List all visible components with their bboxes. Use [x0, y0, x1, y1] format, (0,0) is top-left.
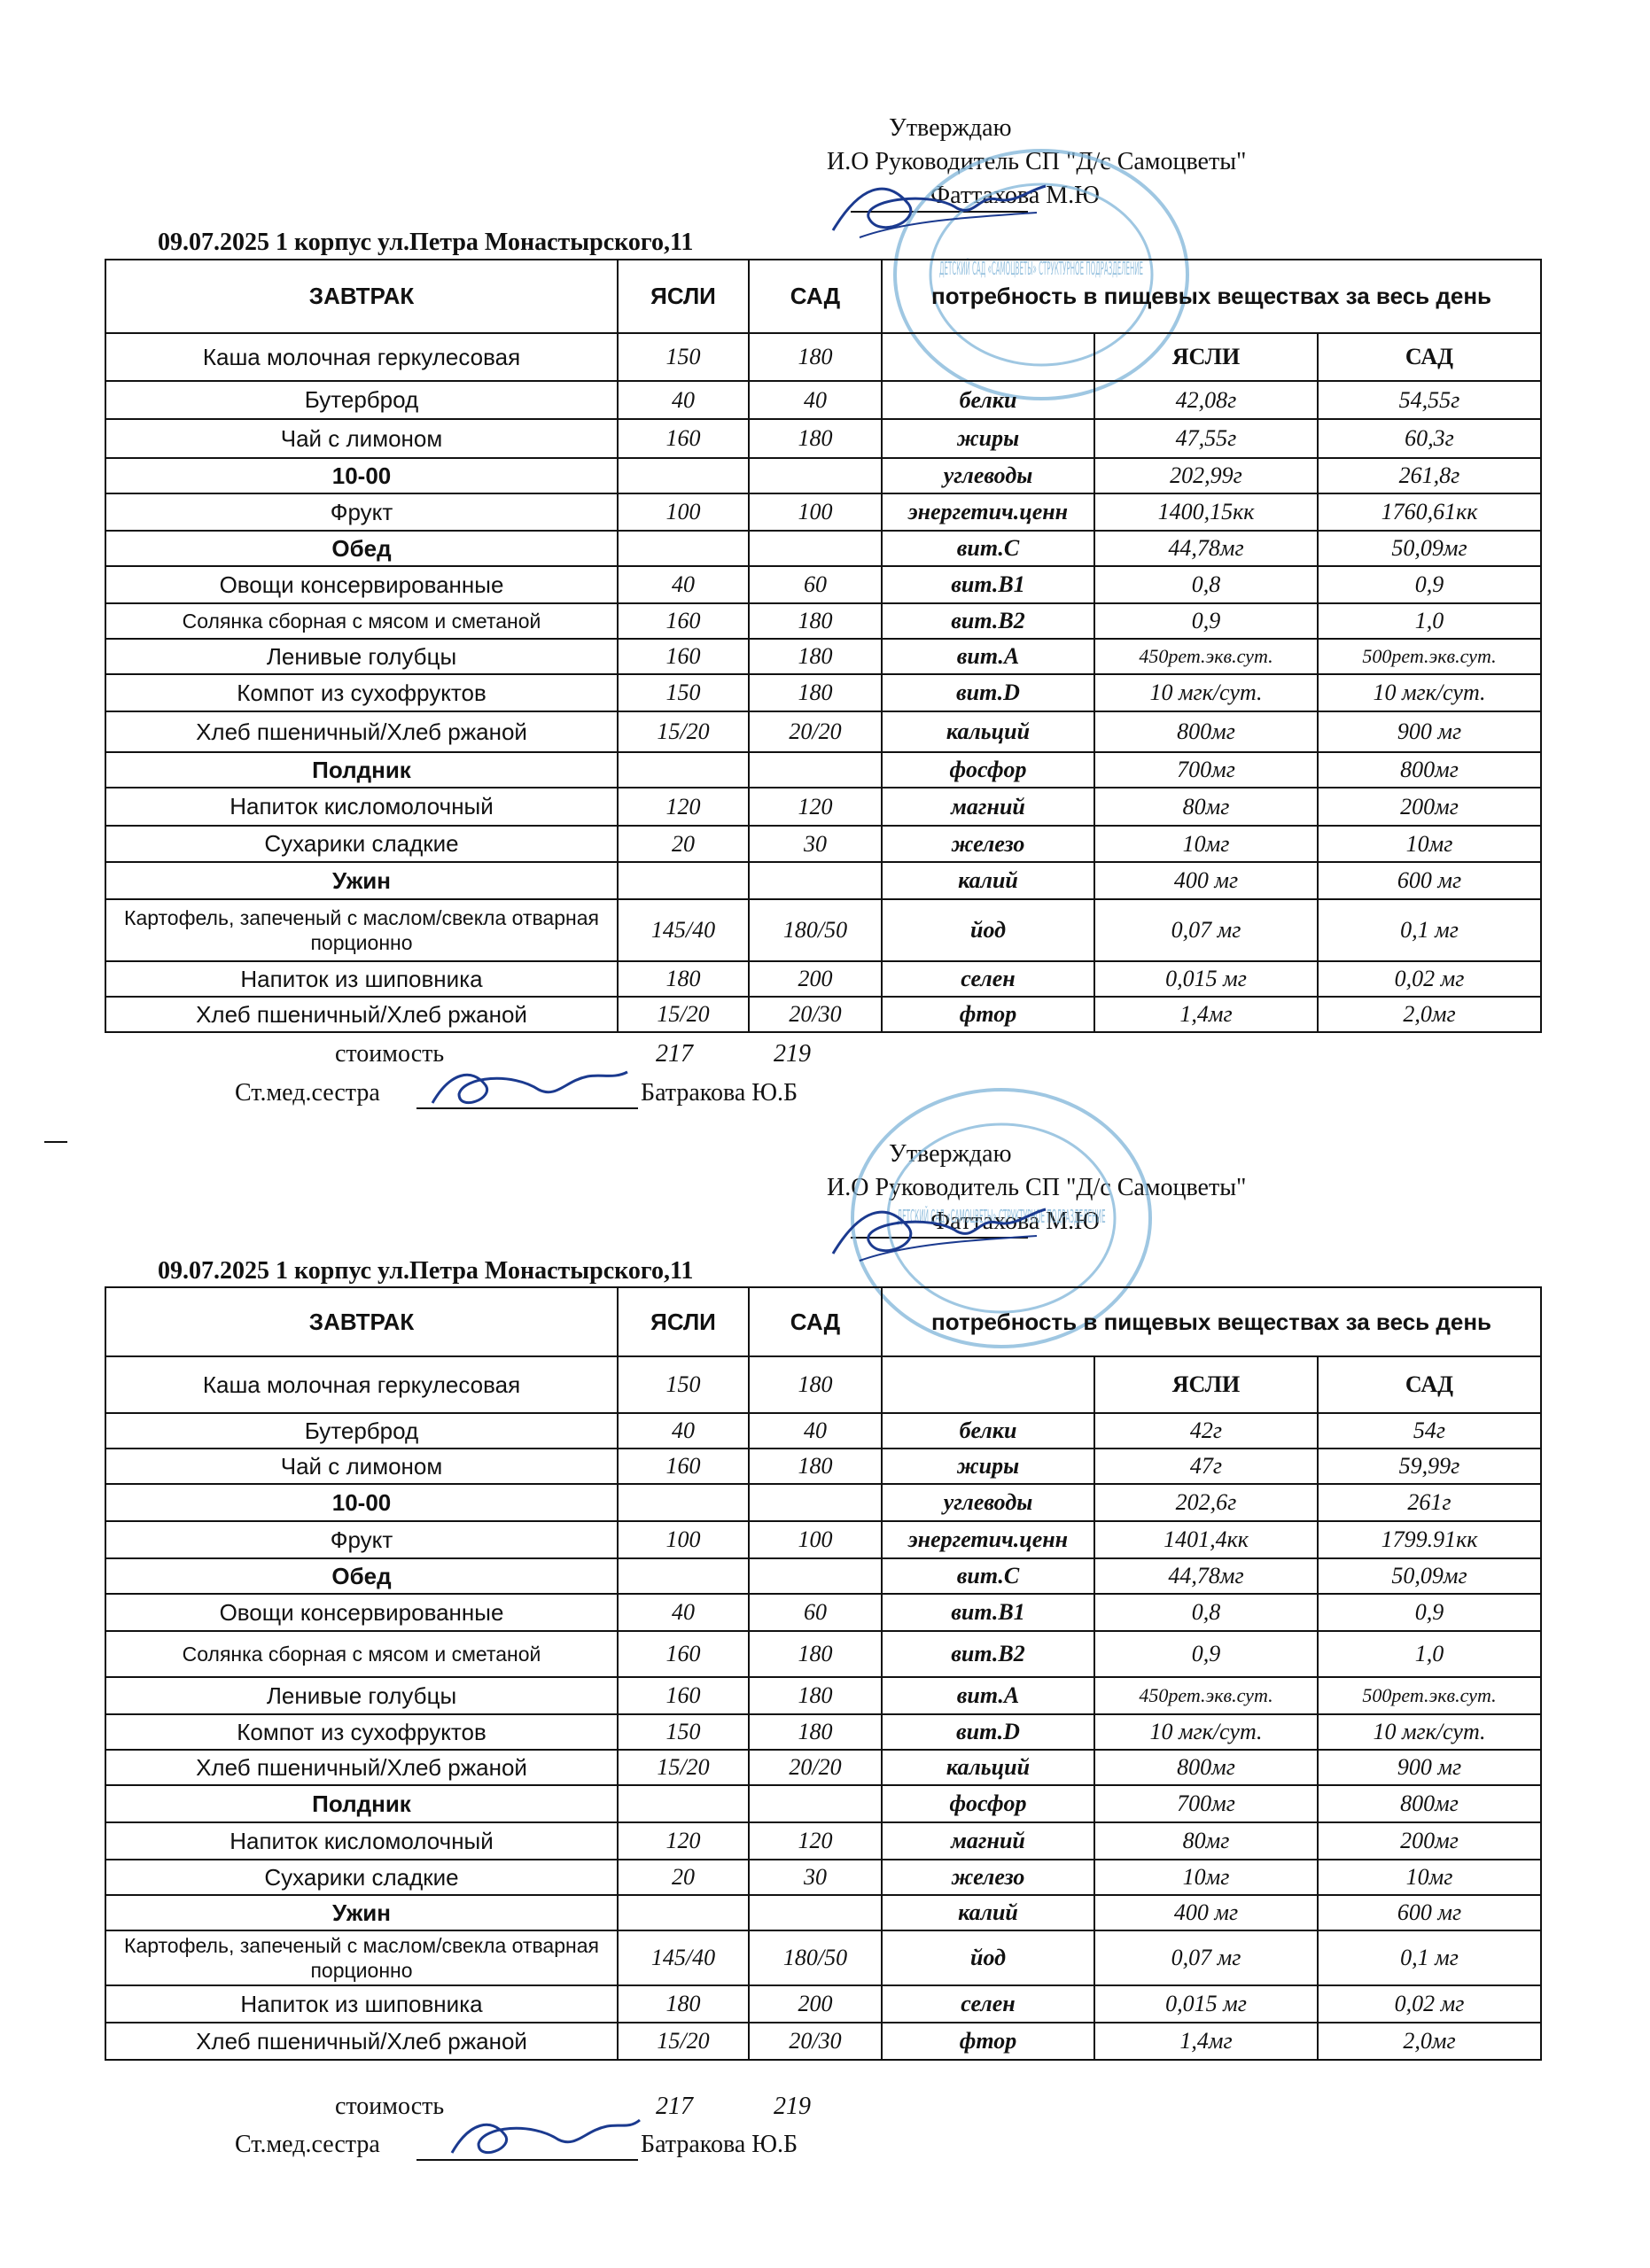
- portion-kindergarten: 180: [749, 1714, 882, 1750]
- nutrient-name: [882, 1356, 1094, 1413]
- approval-title: Утверждаю: [889, 1140, 1012, 1168]
- nutrient-name: вит.В2: [882, 603, 1094, 639]
- nutrient-kindergarten: 0,1 мг: [1318, 899, 1541, 961]
- stamp-text: ДЕТСКИЙ САД «САМОЦВЕТЫ» СТРУКТУРНОЕ ПОДРАЗДЕЛЕНИЕ: [939, 258, 1143, 279]
- dish-name: Хлеб пшеничный/Хлеб ржаной: [105, 2023, 618, 2060]
- portion-kindergarten: 180: [749, 1356, 882, 1413]
- nutrient-kindergarten: 2,0мг: [1318, 997, 1541, 1032]
- table-row: [105, 493, 1541, 531]
- nurse-line: [0, 2131, 1650, 2166]
- table-row: [105, 1822, 1541, 1860]
- table-row: [105, 1413, 1541, 1449]
- portion-kindergarten: 180: [749, 333, 882, 381]
- nutrient-kindergarten: 1799.91кк: [1318, 1521, 1541, 1558]
- dish-name: Напиток из шиповника: [105, 1985, 618, 2023]
- nutrient-kindergarten: 10мг: [1318, 1860, 1541, 1895]
- dish-name: Чай с лимоном: [105, 1449, 618, 1484]
- nutrient-nursery: 700мг: [1094, 1785, 1318, 1822]
- dish-name: Сухарики сладкие: [105, 1860, 618, 1895]
- nutrient-nursery: 47,55г: [1094, 419, 1318, 458]
- nutrient-nursery: 0,07 мг: [1094, 899, 1318, 961]
- portion-kindergarten: 20/20: [749, 711, 882, 752]
- header-nursery: ЯСЛИ: [618, 1287, 749, 1356]
- portion-nursery: [618, 1895, 749, 1930]
- table-header-row: [105, 1287, 1541, 1356]
- nutrient-name: энергетич.ценн: [882, 493, 1094, 531]
- portion-kindergarten: [749, 1558, 882, 1594]
- table-row: [105, 1356, 1541, 1413]
- nutrient-name: вит.А: [882, 1677, 1094, 1714]
- table-row: [105, 1484, 1541, 1521]
- nutrient-nursery: 44,78мг: [1094, 1558, 1318, 1594]
- dish-name: Каша молочная геркулесовая: [105, 333, 618, 381]
- portion-nursery: 40: [618, 381, 749, 419]
- portion-nursery: 160: [618, 603, 749, 639]
- nutrient-nursery: 800мг: [1094, 711, 1318, 752]
- dish-name: Напиток кисломолочный: [105, 1822, 618, 1860]
- portion-kindergarten: 180: [749, 639, 882, 674]
- nutrient-name: железо: [882, 1860, 1094, 1895]
- dish-name: Картофель, запеченый с маслом/свекла отварная порционно: [105, 1930, 618, 1985]
- table-row: [105, 1521, 1541, 1558]
- nutrient-name: калий: [882, 862, 1094, 899]
- portion-kindergarten: 20/30: [749, 997, 882, 1032]
- portion-nursery: [618, 1484, 749, 1521]
- table-row: [105, 788, 1541, 826]
- portion-nursery: 180: [618, 1985, 749, 2023]
- table-row: [105, 566, 1541, 603]
- table-row: [105, 674, 1541, 711]
- dish-name: Каша молочная геркулесовая: [105, 1356, 618, 1413]
- nutrient-nursery: 800мг: [1094, 1750, 1318, 1785]
- dish-name: Фрукт: [105, 493, 618, 531]
- portion-nursery: 160: [618, 1631, 749, 1677]
- table-row: [105, 997, 1541, 1032]
- table-row: [105, 1860, 1541, 1895]
- portion-nursery: 15/20: [618, 997, 749, 1032]
- portion-kindergarten: 180/50: [749, 899, 882, 961]
- portion-kindergarten: 30: [749, 826, 882, 862]
- table-row: [105, 961, 1541, 997]
- portion-kindergarten: 180: [749, 419, 882, 458]
- table-header-row: [105, 260, 1541, 333]
- portion-kindergarten: 40: [749, 1413, 882, 1449]
- nutrient-nursery: 400 мг: [1094, 862, 1318, 899]
- portion-kindergarten: 120: [749, 1822, 882, 1860]
- section-label: Полдник: [105, 752, 618, 788]
- menu-title: 09.07.2025 1 корпус ул.Петра Монастырского,11: [158, 229, 694, 256]
- dish-name: Овощи консервированные: [105, 1594, 618, 1631]
- portion-kindergarten: 200: [749, 1985, 882, 2023]
- portion-nursery: 100: [618, 493, 749, 531]
- nutrient-nursery: 0,8: [1094, 1594, 1318, 1631]
- header-needs: потребность в пищевых веществах за весь день: [882, 260, 1541, 333]
- header-needs: потребность в пищевых веществах за весь день: [882, 1287, 1541, 1356]
- approval-position: И.О Руководитель СП "Д/с Самоцветы": [827, 1174, 1247, 1201]
- portion-nursery: [618, 862, 749, 899]
- table-row: [105, 1985, 1541, 2023]
- nutrient-kindergarten: 10 мгк/сут.: [1318, 1714, 1541, 1750]
- nutrient-name: вит.В2: [882, 1631, 1094, 1677]
- nutrient-name: кальций: [882, 711, 1094, 752]
- portion-nursery: 20: [618, 826, 749, 862]
- portion-nursery: 160: [618, 1449, 749, 1484]
- section-label: Обед: [105, 1558, 618, 1594]
- portion-kindergarten: 180: [749, 674, 882, 711]
- portion-kindergarten: 200: [749, 961, 882, 997]
- nutrient-name: вит.С: [882, 531, 1094, 566]
- nutrient-nursery: 0,015 мг: [1094, 961, 1318, 997]
- nutrient-kindergarten: 900 мг: [1318, 711, 1541, 752]
- nutrient-nursery: 10мг: [1094, 1860, 1318, 1895]
- header-meal: ЗАВТРАК: [105, 260, 618, 333]
- portion-kindergarten: 180: [749, 603, 882, 639]
- nutrient-kindergarten: 900 мг: [1318, 1750, 1541, 1785]
- portion-nursery: [618, 458, 749, 493]
- dish-name: Солянка сборная с мясом и сметаной: [105, 1631, 618, 1677]
- nurse-name: Батракова Ю.Б: [641, 2131, 798, 2158]
- portion-nursery: 120: [618, 1822, 749, 1860]
- nurse-name: Батракова Ю.Б: [641, 1079, 798, 1107]
- nutrient-kindergarten: 1,0: [1318, 603, 1541, 639]
- portion-nursery: 150: [618, 1714, 749, 1750]
- nutrient-nursery: 400 мг: [1094, 1895, 1318, 1930]
- portion-nursery: 150: [618, 674, 749, 711]
- nutrient-name: вит.В1: [882, 566, 1094, 603]
- portion-nursery: 160: [618, 1677, 749, 1714]
- section-label: Ужин: [105, 862, 618, 899]
- portion-nursery: 15/20: [618, 711, 749, 752]
- nurse-label: Ст.мед.сестра: [235, 1079, 380, 1107]
- portion-kindergarten: 60: [749, 1594, 882, 1631]
- nutrient-kindergarten: 0,02 мг: [1318, 961, 1541, 997]
- dish-name: Компот из сухофруктов: [105, 1714, 618, 1750]
- nutrient-nursery: 42г: [1094, 1413, 1318, 1449]
- portion-kindergarten: [749, 1785, 882, 1822]
- nutrient-nursery: 10 мгк/сут.: [1094, 674, 1318, 711]
- table-row: [105, 333, 1541, 381]
- nutrient-kindergarten: 54,55г: [1318, 381, 1541, 419]
- nutrient-nursery: 0,9: [1094, 1631, 1318, 1677]
- header-kindergarten: САД: [749, 260, 882, 333]
- header-nursery: ЯСЛИ: [618, 260, 749, 333]
- nutrient-name: калий: [882, 1895, 1094, 1930]
- table-row: [105, 899, 1541, 961]
- nutrient-kindergarten: 1,0: [1318, 1631, 1541, 1677]
- nutrient-nursery: 1401,4кк: [1094, 1521, 1318, 1558]
- approval-title: Утверждаю: [889, 114, 1012, 142]
- nutrient-name: йод: [882, 899, 1094, 961]
- table-row: [105, 1449, 1541, 1484]
- nutrient-name: вит.D: [882, 674, 1094, 711]
- nutrient-kindergarten: 600 мг: [1318, 862, 1541, 899]
- cost-kindergarten: 219: [774, 2093, 811, 2120]
- nutrient-nursery: 47г: [1094, 1449, 1318, 1484]
- nutrient-nursery: 1,4мг: [1094, 997, 1318, 1032]
- nutrient-nursery: 10мг: [1094, 826, 1318, 862]
- portion-kindergarten: 180/50: [749, 1930, 882, 1985]
- dish-name: Хлеб пшеничный/Хлеб ржаной: [105, 997, 618, 1032]
- nutrient-nursery: 0,07 мг: [1094, 1930, 1318, 1985]
- dish-name: Сухарики сладкие: [105, 826, 618, 862]
- dish-name: Напиток из шиповника: [105, 961, 618, 997]
- portion-nursery: 20: [618, 1860, 749, 1895]
- nutrient-kindergarten: 2,0мг: [1318, 2023, 1541, 2060]
- needs-header-kindergarten: САД: [1318, 333, 1541, 381]
- nutrient-nursery: 1400,15кк: [1094, 493, 1318, 531]
- dish-name: Хлеб пшеничный/Хлеб ржаной: [105, 1750, 618, 1785]
- signature-line: [416, 2159, 638, 2161]
- nutrient-nursery: 0,9: [1094, 603, 1318, 639]
- table-row: [105, 639, 1541, 674]
- portion-kindergarten: 30: [749, 1860, 882, 1895]
- section-label: Ужин: [105, 1895, 618, 1930]
- portion-nursery: [618, 531, 749, 566]
- nutrient-name: [882, 333, 1094, 381]
- section-label: 10-00: [105, 458, 618, 493]
- nutrient-nursery: 42,08г: [1094, 381, 1318, 419]
- cost-nursery: 217: [656, 2093, 693, 2120]
- table-row: [105, 1594, 1541, 1631]
- dish-name: Чай с лимоном: [105, 419, 618, 458]
- portion-nursery: 15/20: [618, 1750, 749, 1785]
- nutrient-kindergarten: 500рет.экв.сут.: [1318, 639, 1541, 674]
- nutrient-name: вит.D: [882, 1714, 1094, 1750]
- nutrient-kindergarten: 60,3г: [1318, 419, 1541, 458]
- nutrient-kindergarten: 1760,61кк: [1318, 493, 1541, 531]
- table-row: [105, 381, 1541, 419]
- nutrient-nursery: 202,99г: [1094, 458, 1318, 493]
- dish-name: Хлеб пшеничный/Хлеб ржаной: [105, 711, 618, 752]
- nutrient-name: фтор: [882, 997, 1094, 1032]
- nutrient-kindergarten: 800мг: [1318, 752, 1541, 788]
- nutrient-nursery: 0,015 мг: [1094, 1985, 1318, 2023]
- approval-position: И.О Руководитель СП "Д/с Самоцветы": [827, 148, 1247, 175]
- nutrient-kindergarten: 600 мг: [1318, 1895, 1541, 1930]
- portion-kindergarten: 180: [749, 1449, 882, 1484]
- dish-name: Ленивые голубцы: [105, 1677, 618, 1714]
- table-row: [105, 1750, 1541, 1785]
- stamp-text: ДЕТСКИЙ САД «САМОЦВЕТЫ» СТРУКТУРНОЕ ПОДРАЗДЕЛЕНИЕ: [897, 1206, 1106, 1227]
- nutrient-name: йод: [882, 1930, 1094, 1985]
- portion-nursery: 120: [618, 788, 749, 826]
- nutrient-kindergarten: 0,02 мг: [1318, 1985, 1541, 2023]
- nutrient-kindergarten: 54г: [1318, 1413, 1541, 1449]
- portion-kindergarten: [749, 531, 882, 566]
- portion-nursery: 100: [618, 1521, 749, 1558]
- table-row: [105, 2023, 1541, 2060]
- nutrient-kindergarten: 50,09мг: [1318, 531, 1541, 566]
- nutrient-nursery: 0,8: [1094, 566, 1318, 603]
- nutrient-name: углеводы: [882, 1484, 1094, 1521]
- dish-name: Картофель, запеченый с маслом/свекла отварная порционно: [105, 899, 618, 961]
- table-row: [105, 1714, 1541, 1750]
- portion-kindergarten: 180: [749, 1677, 882, 1714]
- portion-nursery: 40: [618, 566, 749, 603]
- section-label: 10-00: [105, 1484, 618, 1521]
- cost-kindergarten: 219: [774, 1040, 811, 1068]
- dish-name: Овощи консервированные: [105, 566, 618, 603]
- portion-kindergarten: 20/20: [749, 1750, 882, 1785]
- cost-nursery: 217: [656, 1040, 693, 1068]
- nurse-line: [0, 1079, 1650, 1115]
- table-row: [105, 419, 1541, 458]
- nutrient-nursery: 10 мгк/сут.: [1094, 1714, 1318, 1750]
- nutrient-name: жиры: [882, 1449, 1094, 1484]
- nutrient-kindergarten: 50,09мг: [1318, 1558, 1541, 1594]
- portion-kindergarten: 120: [749, 788, 882, 826]
- table-row: [105, 1930, 1541, 1985]
- nutrient-kindergarten: 0,1 мг: [1318, 1930, 1541, 1985]
- table-row: [105, 458, 1541, 493]
- nutrient-nursery: 202,6г: [1094, 1484, 1318, 1521]
- portion-nursery: 40: [618, 1594, 749, 1631]
- table-row: [105, 752, 1541, 788]
- portion-nursery: 40: [618, 1413, 749, 1449]
- portion-kindergarten: [749, 1484, 882, 1521]
- nutrient-name: кальций: [882, 1750, 1094, 1785]
- portion-kindergarten: [749, 458, 882, 493]
- portion-nursery: [618, 752, 749, 788]
- menu-title: 09.07.2025 1 корпус ул.Петра Монастырского,11: [158, 1257, 694, 1285]
- table-row: [105, 711, 1541, 752]
- portion-nursery: 15/20: [618, 2023, 749, 2060]
- portion-kindergarten: [749, 862, 882, 899]
- nurse-label: Ст.мед.сестра: [235, 2131, 380, 2158]
- nutrient-name: фосфор: [882, 1785, 1094, 1822]
- nutrient-kindergarten: 500рет.экв.сут.: [1318, 1677, 1541, 1714]
- needs-header-kindergarten: САД: [1318, 1356, 1541, 1413]
- nutrient-name: вит.С: [882, 1558, 1094, 1594]
- dish-name: Солянка сборная с мясом и сметаной: [105, 603, 618, 639]
- nutrient-kindergarten: 10мг: [1318, 826, 1541, 862]
- nutrient-nursery: 1,4мг: [1094, 2023, 1318, 2060]
- nutrient-kindergarten: 261г: [1318, 1484, 1541, 1521]
- nutrient-kindergarten: 0,9: [1318, 1594, 1541, 1631]
- portion-nursery: 145/40: [618, 1930, 749, 1985]
- nutrient-nursery: 450рет.экв.сут.: [1094, 639, 1318, 674]
- table-row: [105, 1895, 1541, 1930]
- nutrient-nursery: 700мг: [1094, 752, 1318, 788]
- portion-nursery: 150: [618, 1356, 749, 1413]
- portion-kindergarten: 100: [749, 493, 882, 531]
- portion-kindergarten: 20/30: [749, 2023, 882, 2060]
- menu-table: [105, 259, 1542, 1033]
- nutrient-name: энергетич.ценн: [882, 1521, 1094, 1558]
- section-label: Обед: [105, 531, 618, 566]
- nutrient-name: углеводы: [882, 458, 1094, 493]
- signature-line: [416, 1107, 638, 1109]
- table-row: [105, 1785, 1541, 1822]
- dish-name: Бутерброд: [105, 381, 618, 419]
- nutrient-name: селен: [882, 961, 1094, 997]
- header-kindergarten: САД: [749, 1287, 882, 1356]
- nutrient-kindergarten: 10 мгк/сут.: [1318, 674, 1541, 711]
- nutrient-name: белки: [882, 1413, 1094, 1449]
- nutrient-name: фтор: [882, 2023, 1094, 2060]
- nutrient-name: белки: [882, 381, 1094, 419]
- nutrient-name: вит.А: [882, 639, 1094, 674]
- nutrient-name: фосфор: [882, 752, 1094, 788]
- portion-kindergarten: 60: [749, 566, 882, 603]
- portion-nursery: 160: [618, 419, 749, 458]
- nutrient-name: магний: [882, 788, 1094, 826]
- portion-nursery: 150: [618, 333, 749, 381]
- nutrient-kindergarten: 261,8г: [1318, 458, 1541, 493]
- needs-header-nursery: ЯСЛИ: [1094, 1356, 1318, 1413]
- portion-nursery: [618, 1558, 749, 1594]
- nutrient-nursery: 80мг: [1094, 1822, 1318, 1860]
- table-row: [105, 531, 1541, 566]
- nutrient-kindergarten: 0,9: [1318, 566, 1541, 603]
- portion-kindergarten: 40: [749, 381, 882, 419]
- table-row: [105, 1558, 1541, 1594]
- nutrient-kindergarten: 59,99г: [1318, 1449, 1541, 1484]
- dish-name: Ленивые голубцы: [105, 639, 618, 674]
- table-row: [105, 1631, 1541, 1677]
- header-meal: ЗАВТРАК: [105, 1287, 618, 1356]
- nutrient-name: жиры: [882, 419, 1094, 458]
- dish-name: Фрукт: [105, 1521, 618, 1558]
- table-row: [105, 1677, 1541, 1714]
- dish-name: Напиток кисломолочный: [105, 788, 618, 826]
- table-row: [105, 862, 1541, 899]
- cost-label: стоимость: [335, 1040, 445, 1068]
- portion-kindergarten: 100: [749, 1521, 882, 1558]
- portion-nursery: [618, 1785, 749, 1822]
- portion-kindergarten: [749, 752, 882, 788]
- dish-name: Бутерброд: [105, 1413, 618, 1449]
- dish-name: Компот из сухофруктов: [105, 674, 618, 711]
- needs-header-nursery: ЯСЛИ: [1094, 333, 1318, 381]
- table-row: [105, 603, 1541, 639]
- table-row: [105, 826, 1541, 862]
- nutrient-nursery: 450рет.экв.сут.: [1094, 1677, 1318, 1714]
- portion-kindergarten: 180: [749, 1631, 882, 1677]
- approval-name: Фаттахова М.Ю: [930, 182, 1100, 209]
- nutrient-kindergarten: 200мг: [1318, 788, 1541, 826]
- portion-nursery: 160: [618, 639, 749, 674]
- cost-label: стоимость: [335, 2093, 445, 2120]
- portion-nursery: 145/40: [618, 899, 749, 961]
- portion-nursery: 180: [618, 961, 749, 997]
- nutrient-name: магний: [882, 1822, 1094, 1860]
- menu-table: [105, 1286, 1542, 2061]
- nutrient-kindergarten: 200мг: [1318, 1822, 1541, 1860]
- nutrient-name: вит.В1: [882, 1594, 1094, 1631]
- nutrient-nursery: 44,78мг: [1094, 531, 1318, 566]
- portion-kindergarten: [749, 1895, 882, 1930]
- nutrient-kindergarten: 800мг: [1318, 1785, 1541, 1822]
- nutrient-nursery: 80мг: [1094, 788, 1318, 826]
- page-mark: [44, 1141, 67, 1143]
- approval-name: Фаттахова М.Ю: [930, 1208, 1100, 1235]
- nutrient-name: селен: [882, 1985, 1094, 2023]
- section-label: Полдник: [105, 1785, 618, 1822]
- nutrient-name: железо: [882, 826, 1094, 862]
